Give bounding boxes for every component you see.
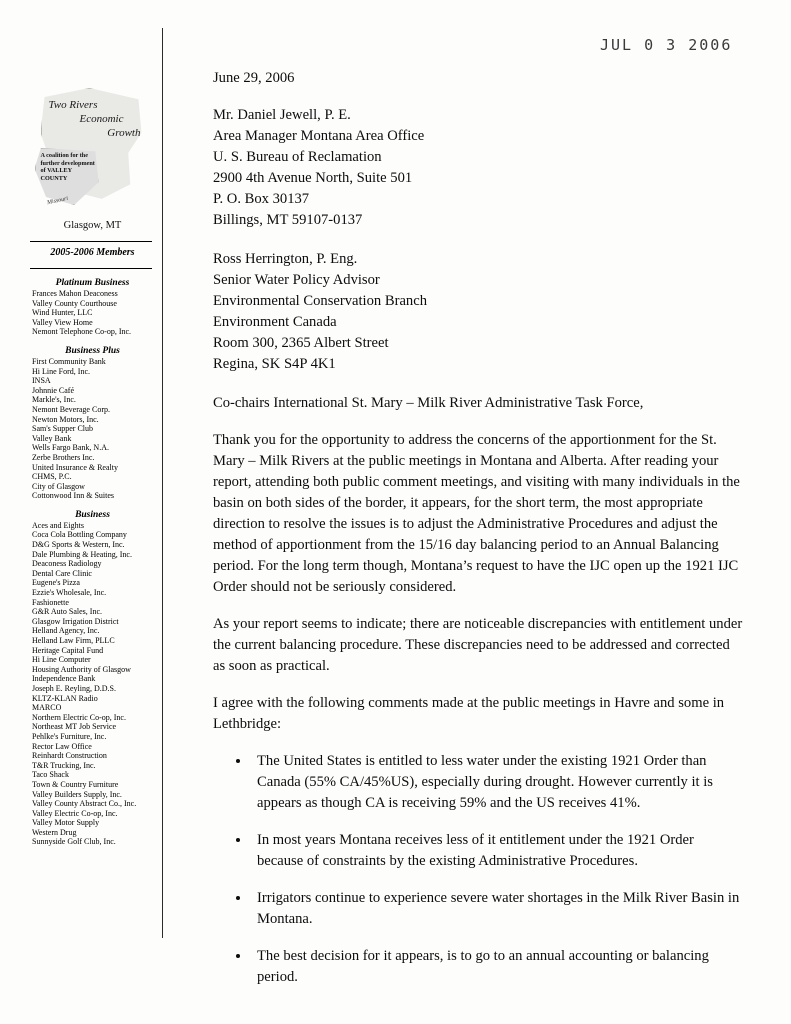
list-item: Helland Agency, Inc. [32, 626, 100, 636]
comment-bullet-list [213, 751, 743, 988]
list-item: Independence Bank [32, 674, 96, 684]
list-item: United Insurance & Realty [32, 462, 118, 472]
list-item: Northern Electric Co-op, Inc. [32, 712, 126, 722]
vertical-divider [162, 28, 163, 938]
list-item: Taco Shack [32, 770, 69, 780]
list-item: Valley View Home [32, 317, 93, 327]
members-heading: 2005-2006 Members [50, 247, 135, 258]
list-item: Valley Electric Co-op, Inc. [32, 808, 118, 818]
letterhead-rule-top [30, 241, 152, 242]
list-item: INSA [32, 376, 51, 386]
list-item: First Community Bank [32, 356, 106, 366]
list-item: Coca Cola Bottling Company [32, 530, 127, 540]
recipient-address-primary [213, 105, 743, 231]
list-item: Valley Bank [32, 433, 72, 443]
member-tier-name: Platinum Business [55, 278, 130, 288]
list-item: Aces and Eights [32, 520, 84, 530]
list-item: Joseph E. Reyling, D.D.S. [32, 683, 116, 693]
address-line: 2900 4th Avenue North, Suite 501 [213, 170, 413, 186]
list-item: Hi Line Ford, Inc. [32, 366, 90, 376]
list-item: Frances Mahon Deaconess [32, 289, 118, 298]
list-item: Dental Care Clinic [32, 568, 92, 578]
list-item: • The United States is entitled to less water under the existing 1921 Order than Canada (55% CA/45%US), especially during drought. However currently it is appears as though CA is receiving 59% and the US receives 41%. [251, 751, 743, 814]
logo-title-line3: Growth [107, 127, 141, 139]
member-tier-name: Business Plus [65, 345, 120, 356]
address-line: P. O. Box 30137 [213, 191, 310, 207]
list-item: Markle's, Inc. [32, 395, 76, 405]
list-item: Town & Country Furniture [32, 779, 119, 789]
address-line: Environment Canada [213, 314, 337, 330]
list-item: Valley County Abstract Co., Inc. [32, 799, 137, 809]
list-item: • Irrigators continue to experience severe water shortages in the Milk River Basin in Montana. [251, 888, 743, 930]
list-item: Reinhardt Construction [32, 751, 107, 761]
organization-logo [33, 86, 153, 216]
list-item: Sunnyside Golf Club, Inc. [32, 837, 116, 847]
letter-body [213, 68, 743, 1004]
recipient-address-secondary [213, 249, 743, 375]
salutation: Co-chairs International St. Mary – Milk River Administrative Task Force, [213, 395, 644, 411]
paragraph-2: As your report seems to indicate; there are noticeable discrepancies with entitlement under the current balancing procedure. These discrepancies need to be addressed and corrected as soon as practical. [213, 616, 743, 674]
organization-city: Glasgow, MT [63, 220, 122, 231]
list-item: Northeast MT Job Service [32, 722, 117, 732]
list-item: Valley Motor Supply [32, 818, 100, 828]
list-item: Eugene's Pizza [32, 578, 80, 588]
address-line: Regina, SK S4P 4K1 [213, 356, 336, 372]
address-line: U. S. Bureau of Reclamation [213, 149, 382, 165]
letterhead-rule-bottom [30, 268, 152, 269]
list-item: Pehlke's Furniture, Inc. [32, 731, 107, 741]
logo-tagline: A coalition for the further development of VALLEY COUNTY [40, 152, 95, 182]
list-item: Zerbe Brothers Inc. [32, 452, 95, 462]
list-item: KLTZ-KLAN Radio [32, 693, 98, 703]
list-item: Wells Fargo Bank, N.A. [32, 443, 109, 453]
member-list [30, 357, 155, 501]
list-item: Newton Motors, Inc. [32, 414, 99, 424]
list-item: City of Glasgow [32, 481, 85, 491]
paragraph-1: Thank you for the opportunity to address the concerns of the apportionment for the St. Mary – Milk Rivers at the public meetings in Montana and Alberta. After reading your report, attending both public comment meetings, and visiting with many individuals in the basin on both sides of the border, it appears, for the short term, the most appropriate direction to resolve the issues is to adjust the Administrative Procedures and adjust the method of apportionment from the 15/16 day balancing period to an Annual Balancing period. For the long term though, Montana’s request to have the IJC open up the 1921 IJC Order should not be seriously considered. [213, 432, 740, 595]
address-line: Ross Herrington, P. Eng. [213, 251, 358, 267]
list-item: Valley Builders Supply, Inc. [32, 789, 122, 799]
list-item: Sam's Supper Club [32, 424, 93, 434]
address-line: Environmental Conservation Branch [213, 293, 427, 309]
logo-title-line2: Economic [79, 113, 124, 125]
list-item: Hi Line Computer [32, 655, 91, 665]
list-item: G&R Auto Sales, Inc. [32, 607, 102, 617]
received-date-stamp: JUL 0 3 2006 [600, 36, 733, 54]
list-item: T&R Trucking, Inc. [32, 760, 96, 770]
list-item: Ezzie's Wholesale, Inc. [32, 588, 107, 598]
paragraph-3: I agree with the following comments made at the public meetings in Havre and some in Lethbridge: [213, 695, 725, 732]
member-tier [30, 278, 155, 337]
address-line: Senior Water Policy Advisor [213, 272, 380, 288]
list-item: Deaconess Radiology [32, 559, 102, 569]
list-item: Fashionette [32, 597, 69, 607]
list-item: D&G Sports & Western, Inc. [32, 540, 125, 550]
logo-river-label: Missouri [46, 195, 69, 207]
list-item: • The best decision for it appears, is to go to an annual accounting or balancing period. [251, 946, 743, 988]
member-tier [30, 510, 155, 847]
address-line: Area Manager Montana Area Office [213, 128, 425, 144]
list-item: Helland Law Firm, PLLC [32, 636, 115, 645]
address-line: Billings, MT 59107-0137 [213, 212, 363, 228]
list-item: Nemont Beverage Corp. [32, 404, 110, 414]
list-item: Johnnie Café [32, 385, 74, 395]
list-item: Wind Hunter, LLC [32, 308, 93, 318]
member-tier-name: Business [75, 509, 110, 520]
list-item: Western Drug [32, 827, 77, 837]
list-item: Heritage Capital Fund [32, 645, 104, 655]
list-item: Rector Law Office [32, 741, 92, 751]
logo-title [33, 98, 153, 140]
letter-date: June 29, 2006 [213, 70, 295, 86]
list-item: Dale Plumbing & Heating, Inc. [32, 549, 132, 559]
address-line: Mr. Daniel Jewell, P. E. [213, 107, 351, 123]
list-item: CHMS, P.C. [32, 472, 72, 482]
list-item: Housing Authority of Glasgow [32, 664, 131, 674]
logo-title-line1: Two Rivers [48, 99, 98, 111]
member-tier [30, 346, 155, 501]
list-item: • In most years Montana receives less of it entitlement under the 1921 Order because of constraints by the existing Administrative Procedures. [251, 830, 743, 872]
address-line: Room 300, 2365 Albert Street [213, 335, 389, 351]
list-item: Cottonwood Inn & Suites [32, 491, 115, 501]
member-list [30, 521, 155, 847]
member-list [30, 289, 155, 337]
list-item: Valley County Courthouse [32, 298, 117, 308]
list-item: Nemont Telephone Co-op, Inc. [32, 327, 132, 337]
list-item: MARCO [32, 703, 62, 713]
letterhead-sidebar [30, 86, 155, 847]
list-item: Glasgow Irrigation District [32, 616, 119, 626]
